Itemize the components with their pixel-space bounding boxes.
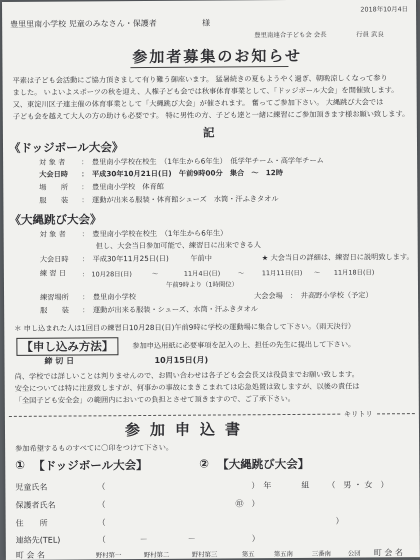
sender: 豊里南連合子ども会 会長 bbox=[254, 30, 327, 40]
dodge-label-dress: 服 装 bbox=[39, 195, 69, 205]
rope-label-place: 練習場所 bbox=[40, 292, 69, 302]
deadline-label: 締 切 日 bbox=[44, 356, 75, 366]
cut-label: キリトリ bbox=[341, 409, 376, 419]
tel-field[interactable]: （ bbox=[97, 535, 106, 545]
option-dodgeball[interactable]: 【ドッジボール大会】 bbox=[33, 457, 148, 473]
practice-date-2: 11月4日(日) bbox=[183, 269, 221, 278]
practice-date-3: 11月11日(日) bbox=[261, 268, 303, 278]
town-option-4[interactable]: 第五 bbox=[241, 550, 255, 559]
town-label: 町 会 名 bbox=[15, 550, 45, 560]
practice-date-4: 11月18日(日) bbox=[333, 268, 375, 277]
child-name-field-end: ） bbox=[251, 481, 260, 491]
seal-icon: ㊞ bbox=[235, 499, 244, 509]
dodge-label-place: 場 所 bbox=[39, 182, 69, 192]
footer-line-1: 尚、学校では詳しいことは判りませんので、お問い合わせは各子ども会会長又は役員までお願い致します。 bbox=[14, 369, 359, 381]
practice-time: 午前9時より（1時間位） bbox=[165, 280, 239, 289]
town-option-5[interactable]: 第五南 bbox=[273, 549, 294, 559]
intro-line-2: ました。 いよいよスポーツの秋を迎え、人権子ども会では秋事体育事業として、「ドッジボール大会」を開催致します。 bbox=[12, 85, 399, 97]
tel-label: 連絡先(TEL) bbox=[15, 535, 61, 545]
dodge-value-place: ： 豊里南小学校 体育館 bbox=[81, 181, 164, 192]
addressee: 豊里里南小学校 児童のみなさん・保護者 bbox=[10, 18, 157, 29]
option-1-number: ① bbox=[15, 457, 26, 472]
town-option-1[interactable]: 野村第一 bbox=[95, 551, 122, 560]
practice-sep-3: ～ bbox=[313, 268, 321, 277]
rope-value-date: ： 平成30年11月25日(日) 午前中 bbox=[81, 253, 212, 264]
rope-label-practice: 練 習 日 bbox=[39, 268, 67, 278]
option-rope[interactable]: 【大縄跳び大会】 bbox=[217, 456, 310, 472]
dodge-label-target: 対 象 者 bbox=[39, 157, 66, 167]
address-field[interactable]: （ bbox=[97, 518, 106, 528]
address-field-end: ） bbox=[335, 516, 344, 526]
class-label: 組 bbox=[301, 480, 310, 490]
town-option-3[interactable]: 野村第三 bbox=[191, 550, 218, 559]
option-2-number: ② bbox=[199, 456, 210, 471]
practice-date-1: ： 10月28日(日) bbox=[81, 270, 132, 279]
guardian-name-field-end: ） bbox=[251, 499, 260, 509]
guardian-name-field[interactable]: （ bbox=[97, 500, 106, 510]
child-name-field[interactable]: （ bbox=[97, 482, 106, 492]
dodge-label-date: 大会日時 bbox=[39, 169, 68, 179]
practice-sep-1: ～ bbox=[151, 269, 159, 278]
rope-label-date: 大会日時 bbox=[39, 254, 69, 264]
rope-label-target: 対 象 者 bbox=[39, 229, 66, 239]
issue-date: 2018年10月4日 bbox=[360, 5, 409, 14]
form-title: 参加申込書 bbox=[124, 420, 251, 440]
gender-select[interactable]: （ 男 ・ 女 ） bbox=[327, 480, 389, 490]
intro-line-4: 子ども会を越えて大人の方の助けも必要です。 特に男性の方、子ども達と一緒に練習にご参加頂きます様お願い致します。 bbox=[12, 109, 410, 121]
rope-value-place: ： 豊里南小学校 bbox=[82, 292, 136, 302]
page-title: 参加者募集のお知らせ bbox=[132, 46, 303, 67]
town-option-6[interactable]: 三番南 bbox=[311, 549, 332, 558]
notice-sheet bbox=[2, 0, 420, 560]
grade-label: 年 bbox=[263, 481, 272, 491]
intro-line-1: 平素は子ども会活動にご協力頂きまして有り難う御座います。 猛暑続きの夏もようやく過ぎ、朝晩涼しくなって参り bbox=[12, 73, 388, 85]
practice-notice: ＊ 申し込まれた人は1回目の練習日10月28日(日)午前9時に学校の運動場に集合して下さい。（雨天決行） bbox=[14, 321, 356, 333]
dodgeball-heading: 《ドッジボール大会》 bbox=[8, 140, 124, 155]
apply-text: 参加申込用紙に必要事項を記入の上、担任の先生に提出して下さい。 bbox=[132, 339, 356, 351]
tel-separator: － － bbox=[139, 534, 196, 545]
dodge-value-dress: ： 運動が出来る服装・体育館シューズ 水筒・汗ふきタオル bbox=[81, 194, 279, 205]
footer-line-3: 「全国子ども安全会」の範囲内においての負担とさせて頂きますので、ご了承下さい。 bbox=[14, 393, 295, 405]
guardian-name-label: 保護者氏名 bbox=[15, 500, 56, 510]
rope-heading: 《大縄跳び大会》 bbox=[9, 212, 102, 227]
title-underline bbox=[130, 66, 288, 68]
child-name-label: 児童氏名 bbox=[15, 482, 48, 492]
town-suffix: 町 会 名 bbox=[373, 548, 403, 558]
deadline-value: 10月15日(月) bbox=[154, 355, 209, 365]
dodge-value-target: ： 豊里南小学校在校生 （1年生から6年生） 低学年チーム・高学年チーム bbox=[81, 155, 324, 167]
town-option-2[interactable]: 野村第二 bbox=[143, 550, 170, 560]
tel-field-end: ） bbox=[251, 534, 260, 544]
rope-date-note: ★ 大会当日の詳細は、練習日に説明致します。 bbox=[261, 252, 414, 263]
apply-heading: 【申し込み方法】 bbox=[16, 337, 118, 356]
form-instruction: 参加希望するものすべてに〇印をつけて下さい。 bbox=[15, 442, 174, 453]
rope-value-dress: ： 運動が出来る服装・シューズ、水筒・汗ふきタオル bbox=[82, 304, 258, 315]
address-label: 住 所 bbox=[15, 518, 48, 528]
addressee-suffix: 様 bbox=[202, 18, 211, 28]
dodge-value-date: ： 平成30年10月21日(日) 午前9時00分 集合 ～ 12時 bbox=[81, 168, 283, 179]
rope-label-dress: 服 装 bbox=[40, 305, 69, 315]
practice-sep-2: ～ bbox=[237, 269, 245, 278]
ki-heading: 記 bbox=[202, 125, 215, 140]
sender-name: 行員 武良 bbox=[356, 30, 384, 39]
footer-line-2: 安全については特に注意致しますが、何事かの事故にまきこまれては応急処置は致しますが、以後の責任は bbox=[14, 381, 360, 393]
rope-place-note: 大会会場 ： 井高野小学校（予定） bbox=[254, 290, 373, 301]
rope-target-note: 但し、大会当日参加可能で、練習日に出来できる人 bbox=[95, 240, 261, 251]
rope-value-target: ： 豊里南小学校在校生 （1年生から6年生） bbox=[81, 228, 228, 239]
town-option-7[interactable]: 公団 bbox=[347, 549, 361, 558]
intro-line-3: 又、東淀川区子連主催の体育事業として「大縄跳び大会」が催されます。 奮ってご参加下さい。 大縄跳び大会では bbox=[12, 97, 384, 109]
